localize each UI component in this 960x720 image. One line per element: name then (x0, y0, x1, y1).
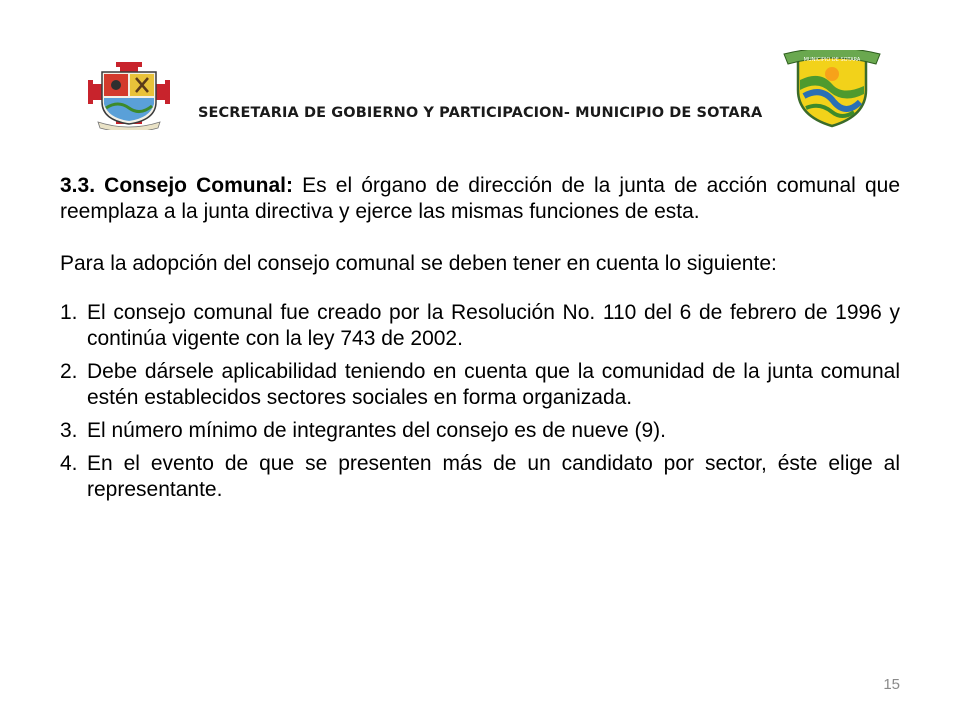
page-number: 15 (883, 676, 900, 693)
list-item (60, 418, 900, 444)
list-item-number: 4. (60, 452, 78, 475)
municipio-de-sotara-shield-icon (780, 50, 884, 128)
municipal-coat-of-arms-icon (88, 62, 170, 130)
shield-ribbon-text: MUNICIPIO DE SOTARA (803, 57, 861, 63)
list-item-number: 3. (60, 419, 78, 442)
list-item-text: En el evento de que se presenten más de un candidato por sector, éste elige al representante. (87, 452, 900, 501)
consejo-comunal-paragraph (60, 173, 900, 225)
list-item (60, 359, 900, 411)
requirements-list (60, 300, 900, 503)
section-heading: 3.3. Consejo Comunal: (60, 174, 293, 197)
list-item-text: El número mínimo de integrantes del consejo es de nueve (9). (87, 419, 666, 442)
section-definition: Es el órgano de dirección de la junta de acción comunal que reemplaza a la junta directiva y ejerce las mismas funciones de esta. (60, 174, 900, 223)
list-item-text: Debe dársele aplicabilidad teniendo en cuenta que la comunidad de la junta comunal estén establecidos sectores sociales en forma organizada. (87, 360, 900, 409)
list-item (60, 451, 900, 503)
list-item-number: 2. (60, 360, 78, 383)
list-item-number: 1. (60, 301, 78, 324)
header-title: SECRETARIA DE GOBIERNO Y PARTICIPACION- MUNICIPIO DE SOTARA (198, 105, 763, 121)
slide-content (60, 173, 900, 510)
list-item-text: El consejo comunal fue creado por la Resolución No. 110 del 6 de febrero de 1996 y continúa vigente con la ley 743 de 2002. (87, 301, 900, 350)
intro-paragraph: Para la adopción del consejo comunal se deben tener en cuenta lo siguiente: (60, 252, 777, 275)
list-item (60, 300, 900, 352)
